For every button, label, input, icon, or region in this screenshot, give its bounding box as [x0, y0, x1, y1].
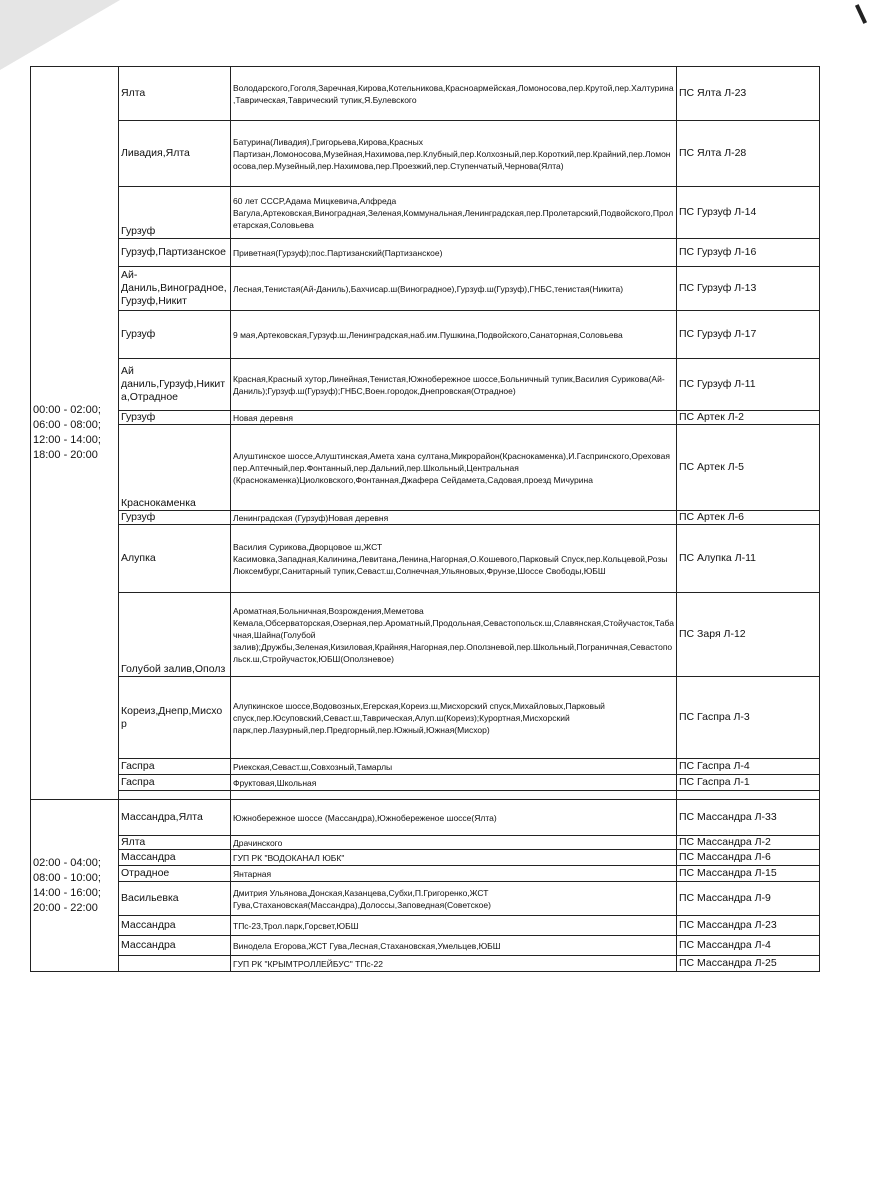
table-row	[31, 187, 820, 239]
substation-cell: ПС Массандра Л-9	[677, 882, 820, 916]
streets-cell: Василия Сурикова,Дворцовое ш,ЖСТ Касимовка,Западная,Калинина,Левитана,Ленина,Нагорная,О.Кошевого,Парковый Спуск,пер.Кольцевой,Розы Люксембург,Санитарный тупик,Севаст.ш,Солнечная,Ульяновых,Фрунзе,Шоссе Свободы,ЮБШ	[231, 525, 677, 593]
table-row	[31, 882, 820, 916]
streets-cell: Алуштинское шоссе,Алуштинская,Амета хана султана,Микрорайон(Краснокаменка),И.Гаспринского,Ореховая пер.Аптечный,пер.Фонтанный,пер.Дальний,пер.Школьный,Центральная (Краснокаменка)Циолковского,Фонтанная,Джафера Сейдамета,Садовая,проезд Мичурина	[231, 425, 677, 511]
streets-cell: Алупкинское шоссе,Водовозных,Егерская,Кореиз.ш,Мисхорский спуск,Михайловых,Парковый спуск,пер.Юсуповский,Севаст.ш,Таврическая,Алуп.ш(Кореиз);Курортная,Мисхорский парк,пер.Лазурный,пер.Предгорный,пер.Южный,Южная(Мисхор)	[231, 677, 677, 759]
table-row	[31, 956, 820, 972]
district-cell: Массандра,Ялта	[119, 800, 231, 836]
streets-cell: Красная,Красный хутор,Линейная,Тенистая,Южнобережное шоссе,Больничный тупик,Василия Сурикова(Ай-Даниль);Гурзуф.ш(Гурзуф);ГНБС,Воен.городок,Днепровская(Отрадное)	[231, 359, 677, 411]
substation-cell: ПС Массандра Л-2	[677, 836, 820, 850]
district-cell: Гурзуф,Партизанское	[119, 239, 231, 267]
table-row	[31, 850, 820, 866]
substation-cell: ПС Массандра Л-25	[677, 956, 820, 972]
table-row	[31, 677, 820, 759]
substation-cell: ПС Гаспра Л-4	[677, 759, 820, 775]
district-cell: Голубой залив,Ополз	[119, 593, 231, 677]
spacer-cell	[677, 791, 820, 800]
substation-cell: ПС Артек Л-2	[677, 411, 820, 425]
district-cell: Гурзуф	[119, 411, 231, 425]
substation-cell: ПС Гурзуф Л-14	[677, 187, 820, 239]
table-row	[31, 67, 820, 121]
table-row	[31, 359, 820, 411]
table-row	[31, 239, 820, 267]
substation-cell: ПС Гаспра Л-1	[677, 775, 820, 791]
table-row	[31, 267, 820, 311]
table-row	[31, 800, 820, 836]
streets-cell: Володарского,Гоголя,Заречная,Кирова,Котельникова,Красноармейская,Ломоносова,пер.Крутой,пер.Халтурина,Таврическая,Таврический тупик,Я.Булевского	[231, 67, 677, 121]
streets-cell: Дмитрия Ульянова,Донская,Казанцева,Субхи,П.Григоренко,ЖСТ Гува,Стахановская(Массандра),Долоссы,Заповедная(Советское)	[231, 882, 677, 916]
streets-cell: Ленинградская (Гурзуф)Новая деревня	[231, 511, 677, 525]
table-row	[31, 121, 820, 187]
streets-cell: Ароматная,Больничная,Возрождения,Меметова Кемала,Обсерваторская,Озерная,пер.Ароматный,Продольная,Севастопольск.ш,Славянская,Стойучасток,Табачная,Шайна(Голубой залив);Дружбы,Зеленая,Кизиловая,Крайняя,Нагорная,пер.Оползневой,пер.Школьный,Пограничная,Севастопольск.ш,Стройучасток,ЮБШ(Оползневое)	[231, 593, 677, 677]
streets-cell: Риекская,Севаст.ш,Совхозный,Тамарлы	[231, 759, 677, 775]
table-row	[31, 525, 820, 593]
substation-cell: ПС Заря Л-12	[677, 593, 820, 677]
streets-cell: ГУП РК "ВОДОКАНАЛ ЮБК"	[231, 850, 677, 866]
table-row	[31, 411, 820, 425]
streets-cell: 60 лет СССР,Адама Мицкевича,Алфреда Вагула,Артековская,Виноградная,Зеленая,Коммунальная,Ленинградская,пер.Пролетарский,Подвойского,Пролетарская,Соловьева	[231, 187, 677, 239]
streets-cell: Южнобережное шоссе (Массандра),Южнобереженое шоссе(Ялта)	[231, 800, 677, 836]
scan-edge-mark	[855, 4, 867, 24]
substation-cell: ПС Массандра Л-15	[677, 866, 820, 882]
substation-cell: ПС Ялта Л-28	[677, 121, 820, 187]
substation-cell: ПС Артек Л-6	[677, 511, 820, 525]
district-cell: Гаспра	[119, 759, 231, 775]
time-slots-cell: 00:00 - 02:00; 06:00 - 08:00; 12:00 - 14:00; 18:00 - 20:00	[31, 67, 119, 800]
table-row	[31, 511, 820, 525]
table-row	[31, 916, 820, 936]
substation-cell: ПС Алупка Л-11	[677, 525, 820, 593]
streets-cell: Новая деревня	[231, 411, 677, 425]
substation-cell: ПС Артек Л-5	[677, 425, 820, 511]
substation-cell: ПС Гурзуф Л-13	[677, 267, 820, 311]
table-row-spacer	[31, 791, 820, 800]
streets-cell: Винодела Егорова,ЖСТ Гува,Лесная,Стахановская,Умельцев,ЮБШ	[231, 936, 677, 956]
district-cell: Ай даниль,Гурзуф,Никита,Отрадное	[119, 359, 231, 411]
substation-cell: ПС Гурзуф Л-11	[677, 359, 820, 411]
district-cell	[119, 956, 231, 972]
streets-cell: Драчинского	[231, 836, 677, 850]
district-cell: Гаспра	[119, 775, 231, 791]
streets-cell: ТПс-23,Трол.парк,Горсвет,ЮБШ	[231, 916, 677, 936]
district-cell: Гурзуф	[119, 311, 231, 359]
table-row	[31, 311, 820, 359]
spacer-cell	[231, 791, 677, 800]
streets-cell: Фруктовая,Школьная	[231, 775, 677, 791]
substation-cell: ПС Массандра Л-4	[677, 936, 820, 956]
streets-cell: Батурина(Ливадия),Григорьева,Кирова,Красных Партизан,Ломоносова,Музейная,Нахимова,пер.Клубный,пер.Колхозный,пер.Короткий,пер.Крайний,пер.Ломоносова,пер.Музейный,пер.Нахимова,пер.Проезжий,пер.Ступенчатый,Чернова(Ялта)	[231, 121, 677, 187]
district-cell: Ялта	[119, 836, 231, 850]
table-row	[31, 866, 820, 882]
district-cell: Массандра	[119, 916, 231, 936]
district-cell: Отрадное	[119, 866, 231, 882]
time-slots-cell: 02:00 - 04:00; 08:00 - 10:00; 14:00 - 16:00; 20:00 - 22:00	[31, 800, 119, 972]
outage-schedule-table	[30, 66, 820, 972]
district-cell: Ялта	[119, 67, 231, 121]
district-cell: Гурзуф	[119, 187, 231, 239]
table-row	[31, 936, 820, 956]
substation-cell: ПС Массандра Л-6	[677, 850, 820, 866]
streets-cell: ГУП РК "КРЫМТРОЛЛЕЙБУС" ТПс-22	[231, 956, 677, 972]
district-cell: Кореиз,Днепр,Мисхор	[119, 677, 231, 759]
spacer-cell	[119, 791, 231, 800]
streets-cell: Приветная(Гурзуф);пос.Партизанский(Партизанское)	[231, 239, 677, 267]
district-cell: Ливадия,Ялта	[119, 121, 231, 187]
table-row	[31, 836, 820, 850]
streets-cell: Лесная,Тенистая(Ай-Даниль),Бахчисар.ш(Виноградное),Гурзуф.ш(Гурзуф),ГНБС,тенистая(Никита)	[231, 267, 677, 311]
scan-corner-shadow	[0, 0, 120, 70]
table-row	[31, 775, 820, 791]
district-cell: Гурзуф	[119, 511, 231, 525]
district-cell: Массандра	[119, 850, 231, 866]
table-row	[31, 759, 820, 775]
district-cell: Массандра	[119, 936, 231, 956]
table-row	[31, 425, 820, 511]
district-cell: Краснокаменка	[119, 425, 231, 511]
district-cell: Ай-Даниль,Виноградное,Гурзуф,Никит	[119, 267, 231, 311]
streets-cell: 9 мая,Артековская,Гурзуф.ш,Ленинградская,наб.им.Пушкина,Подвойского,Санаторная,Соловьева	[231, 311, 677, 359]
substation-cell: ПС Массандра Л-33	[677, 800, 820, 836]
substation-cell: ПС Гаспра Л-3	[677, 677, 820, 759]
substation-cell: ПС Гурзуф Л-17	[677, 311, 820, 359]
table-row	[31, 593, 820, 677]
district-cell: Васильевка	[119, 882, 231, 916]
streets-cell: Янтарная	[231, 866, 677, 882]
substation-cell: ПС Гурзуф Л-16	[677, 239, 820, 267]
district-cell: Алупка	[119, 525, 231, 593]
substation-cell: ПС Массандра Л-23	[677, 916, 820, 936]
substation-cell: ПС Ялта Л-23	[677, 67, 820, 121]
